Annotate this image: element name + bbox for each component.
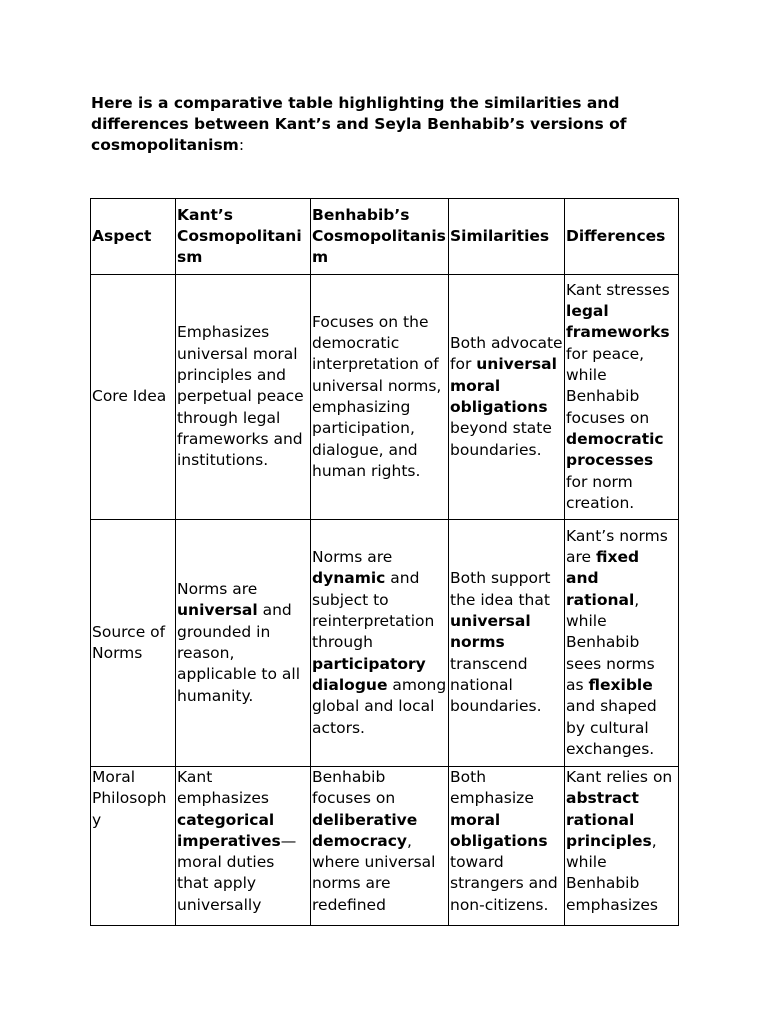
cell-text: and grounded in reason, applicable to all humanity.	[177, 601, 301, 705]
cell-text: Both support the idea that	[450, 569, 551, 609]
cell-text: Benhabib focuses on	[312, 768, 396, 808]
table-row	[91, 520, 679, 767]
header-kant: Kant’s Cosmopolitanism	[176, 199, 311, 275]
cell-text: , while Benhabib sees norms as	[566, 590, 655, 694]
cell-text: among global and local actors.	[312, 675, 447, 737]
cell-text: beyond state boundaries.	[450, 419, 552, 459]
kant-cell	[176, 520, 311, 767]
cell-text: Norms are	[177, 580, 258, 599]
table-header-row	[91, 199, 679, 275]
cell-text: , where universal norms are redefined	[312, 831, 436, 914]
bold-text: abstract rational principles	[566, 789, 652, 850]
table-row	[91, 767, 679, 926]
cell-text: transcend national boundaries.	[450, 654, 542, 716]
kant-cell	[176, 275, 311, 520]
table-row	[91, 275, 679, 520]
similarities-cell	[449, 520, 565, 767]
bold-text: fixed and rational	[566, 548, 640, 609]
cell-text: for norm creation.	[566, 472, 635, 512]
header-differences: Differences	[565, 199, 679, 275]
benhabib-cell	[311, 520, 449, 767]
cell-text: Norms are	[312, 548, 393, 567]
aspect-cell: Moral Philosophy	[91, 767, 176, 926]
cell-text: Kant emphasizes	[177, 768, 269, 808]
bold-text: universal moral obligations	[450, 355, 557, 416]
bold-text: democratic processes	[566, 429, 664, 470]
cell-text: and shaped by cultural exchanges.	[566, 697, 657, 758]
header-similarities: Similarities	[449, 199, 565, 275]
cell-text: Kant relies on	[566, 768, 673, 786]
bold-text: legal frameworks	[566, 302, 670, 342]
comparison-table	[90, 198, 679, 926]
differences-cell	[565, 275, 679, 520]
kant-cell	[176, 767, 311, 926]
aspect-cell: Source of Norms	[91, 520, 176, 767]
cell-text: and subject to reinterpretation through	[312, 569, 435, 652]
aspect-cell: Core Idea	[91, 275, 176, 520]
differences-cell	[565, 767, 679, 926]
cell-text: for peace, while Benhabib focuses on	[566, 344, 650, 427]
cell-text: , while Benhabib emphasizes	[566, 831, 658, 914]
bold-text: universal	[177, 601, 258, 620]
bold-text: dynamic	[312, 569, 386, 588]
bold-text: deliberative democracy	[312, 810, 418, 850]
intro-text: Here is a comparative table highlighting the similarities and differences between Kant’s and Seyla Benhabib’s versions of cosmopolitanism	[91, 94, 627, 154]
cell-text: Emphasizes universal moral principles and perpetual peace through legal frameworks and institutions.	[177, 323, 304, 470]
bold-text: flexible	[588, 675, 653, 694]
cell-text: Both advocate for	[450, 334, 563, 374]
similarities-cell	[449, 275, 565, 520]
differences-cell	[565, 520, 679, 767]
cell-text: Kant stresses	[566, 280, 670, 299]
bold-text: universal norms	[450, 612, 531, 652]
cell-text: Both emphasize	[450, 768, 534, 808]
header-benhabib: Benhabib’s Cosmopolitanism	[311, 199, 449, 275]
header-aspect: Aspect	[91, 199, 176, 275]
benhabib-cell	[311, 767, 449, 926]
bold-text: moral obligations	[450, 810, 548, 850]
benhabib-cell	[311, 275, 449, 520]
cell-text: toward strangers and non-citizens.	[450, 853, 558, 914]
cell-text: —moral duties that apply universally	[177, 831, 297, 914]
cell-text: Focuses on the democratic interpretation of universal norms, emphasizing participation, dialogue, and human rights.	[312, 312, 442, 480]
intro-paragraph	[91, 93, 691, 156]
intro-colon: :	[238, 136, 245, 154]
bold-text: categorical imperatives	[177, 810, 281, 850]
similarities-cell	[449, 767, 565, 926]
cell-text: Kant’s norms are	[566, 526, 668, 567]
bold-text: participatory dialogue	[312, 654, 426, 694]
